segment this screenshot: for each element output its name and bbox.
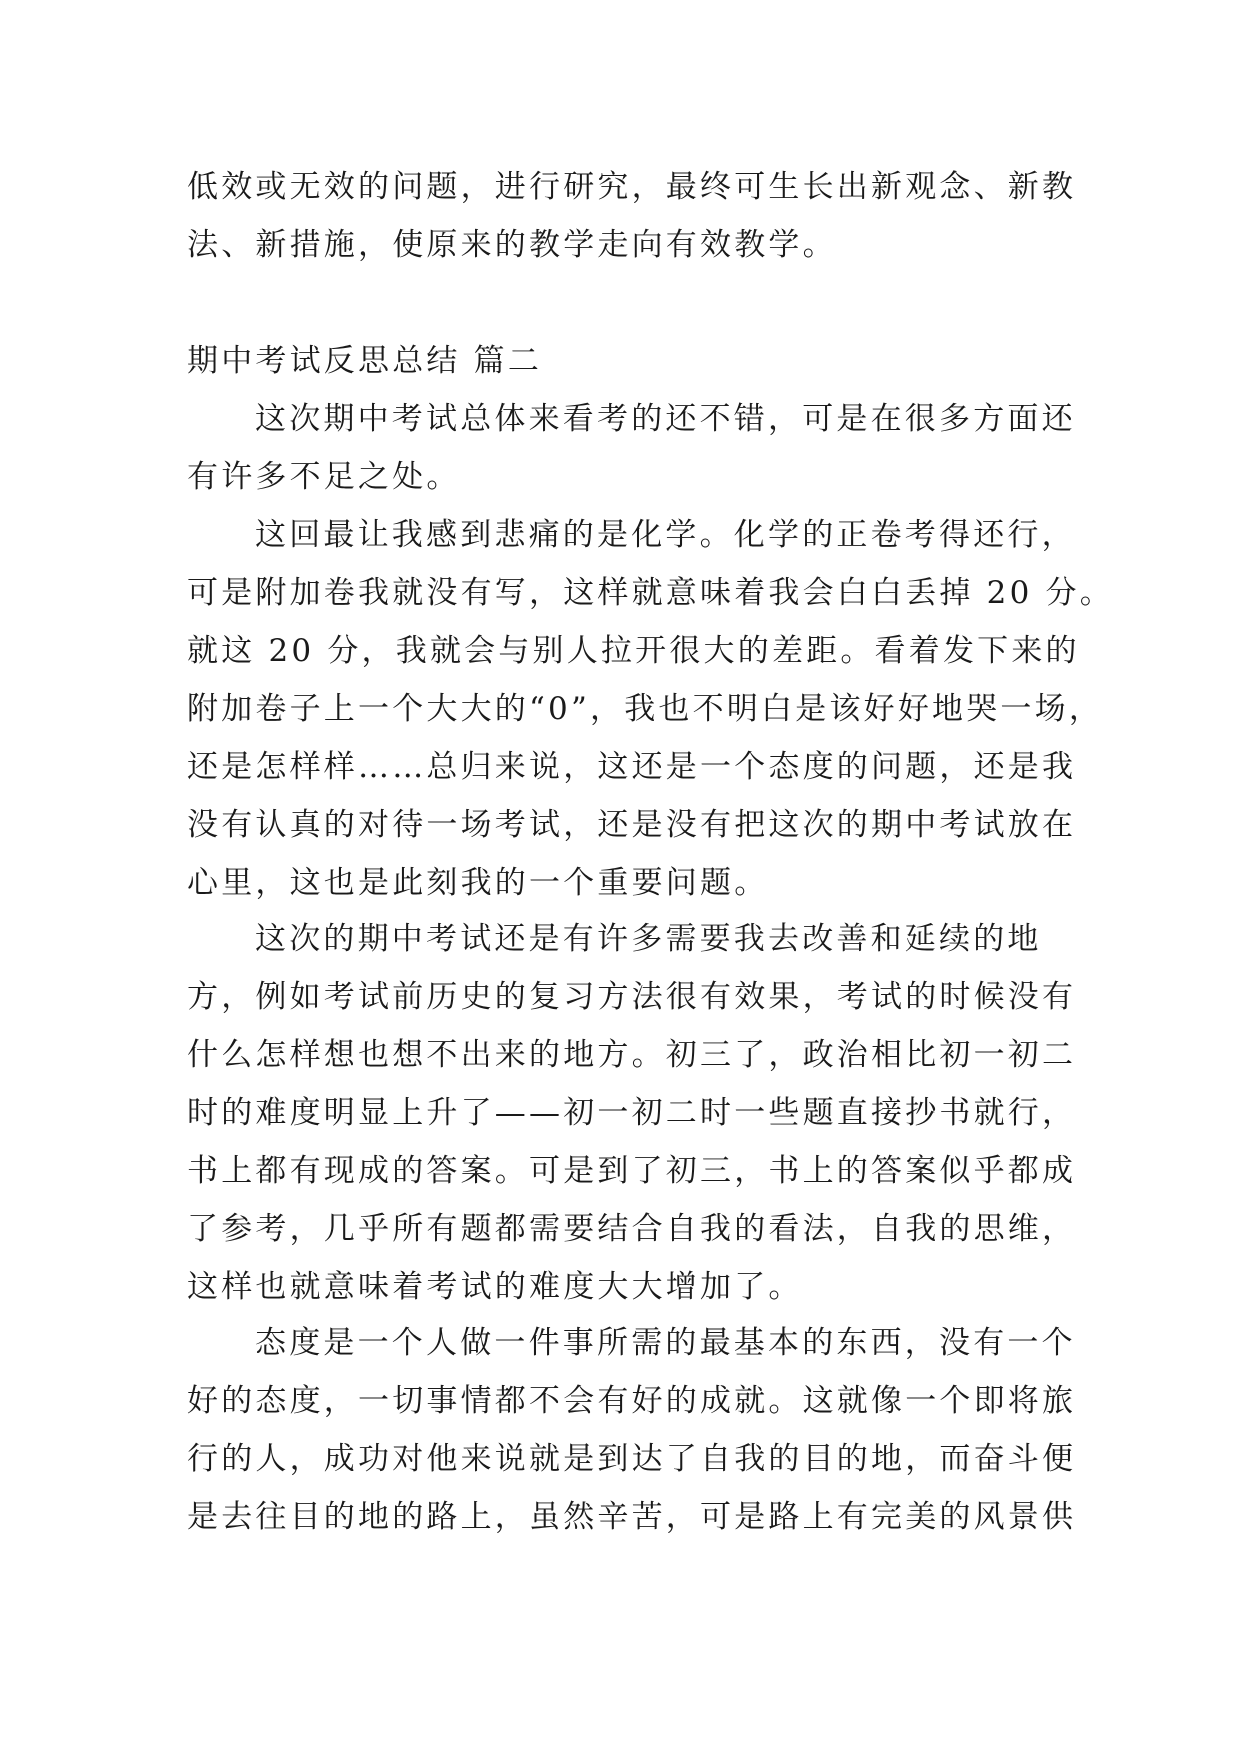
text-line: 就这 20 分，我就会与别人拉开很大的差距。看着发下来的 [187,633,1080,669]
section-heading [187,332,1057,390]
text-line: 好的态度，一切事情都不会有好的成就。这就像一个即将旅 [187,1383,1077,1419]
continuation-paragraph [187,158,1077,274]
text-line: 时的难度明显上升了——初一初二时一些题直接抄书就行， [187,1095,1077,1131]
text-line: 什么怎样想也想不出来的地方。初三了，政治相比初一初二 [187,1037,1077,1073]
text-line: 还是怎样样……总归来说，这还是一个态度的问题，还是我 [187,749,1077,785]
text-line: 有许多不足之处。 [187,459,461,495]
text-line: 了参考，几乎所有题都需要结合自我的看法，自我的思维， [187,1211,1077,1247]
text-line: 低效或无效的问题，进行研究，最终可生长出新观念、新教 [187,169,1077,205]
text-line: 附加卷子上一个大大的“0”，我也不明白是该好好地哭一场， [187,691,1104,727]
paragraph-2 [187,506,1114,912]
text-line: 可是附加卷我就没有写，这样就意味着我会白白丢掉 20 分。 [187,575,1114,611]
text-line: 心里，这也是此刻我的一个重要问题。 [187,865,769,901]
text-line: 这次期中考试总体来看考的还不错，可是在很多方面还 [255,401,1076,437]
paragraph-4 [187,1314,1077,1546]
text-line: 方，例如考试前历史的复习方法很有效果，考试的时候没有 [187,979,1077,1015]
paragraph-1 [187,390,1076,506]
text-line: 书上都有现成的答案。可是到了初三，书上的答案似乎都成 [187,1153,1077,1189]
text-line: 这回最让我感到悲痛的是化学。化学的正卷考得还行， [255,517,1076,553]
text-line: 是去往目的地的路上，虽然辛苦，可是路上有完美的风景供 [187,1499,1077,1535]
paragraph-3 [187,910,1077,1316]
text-line: 这次的期中考试还是有许多需要我去改善和延续的地 [255,921,1042,957]
text-line: 法、新措施，使原来的教学走向有效教学。 [187,227,837,263]
text-line: 没有认真的对待一场考试，还是没有把这次的期中考试放在 [187,807,1077,843]
text-line: 态度是一个人做一件事所需的最基本的东西，没有一个 [255,1325,1076,1361]
text-line: 行的人，成功对他来说就是到达了自我的目的地，而奋斗便 [187,1441,1077,1477]
section-heading-text: 期中考试反思总结 篇二 [187,343,543,379]
text-line: 这样也就意味着考试的难度大大增加了。 [187,1269,803,1305]
